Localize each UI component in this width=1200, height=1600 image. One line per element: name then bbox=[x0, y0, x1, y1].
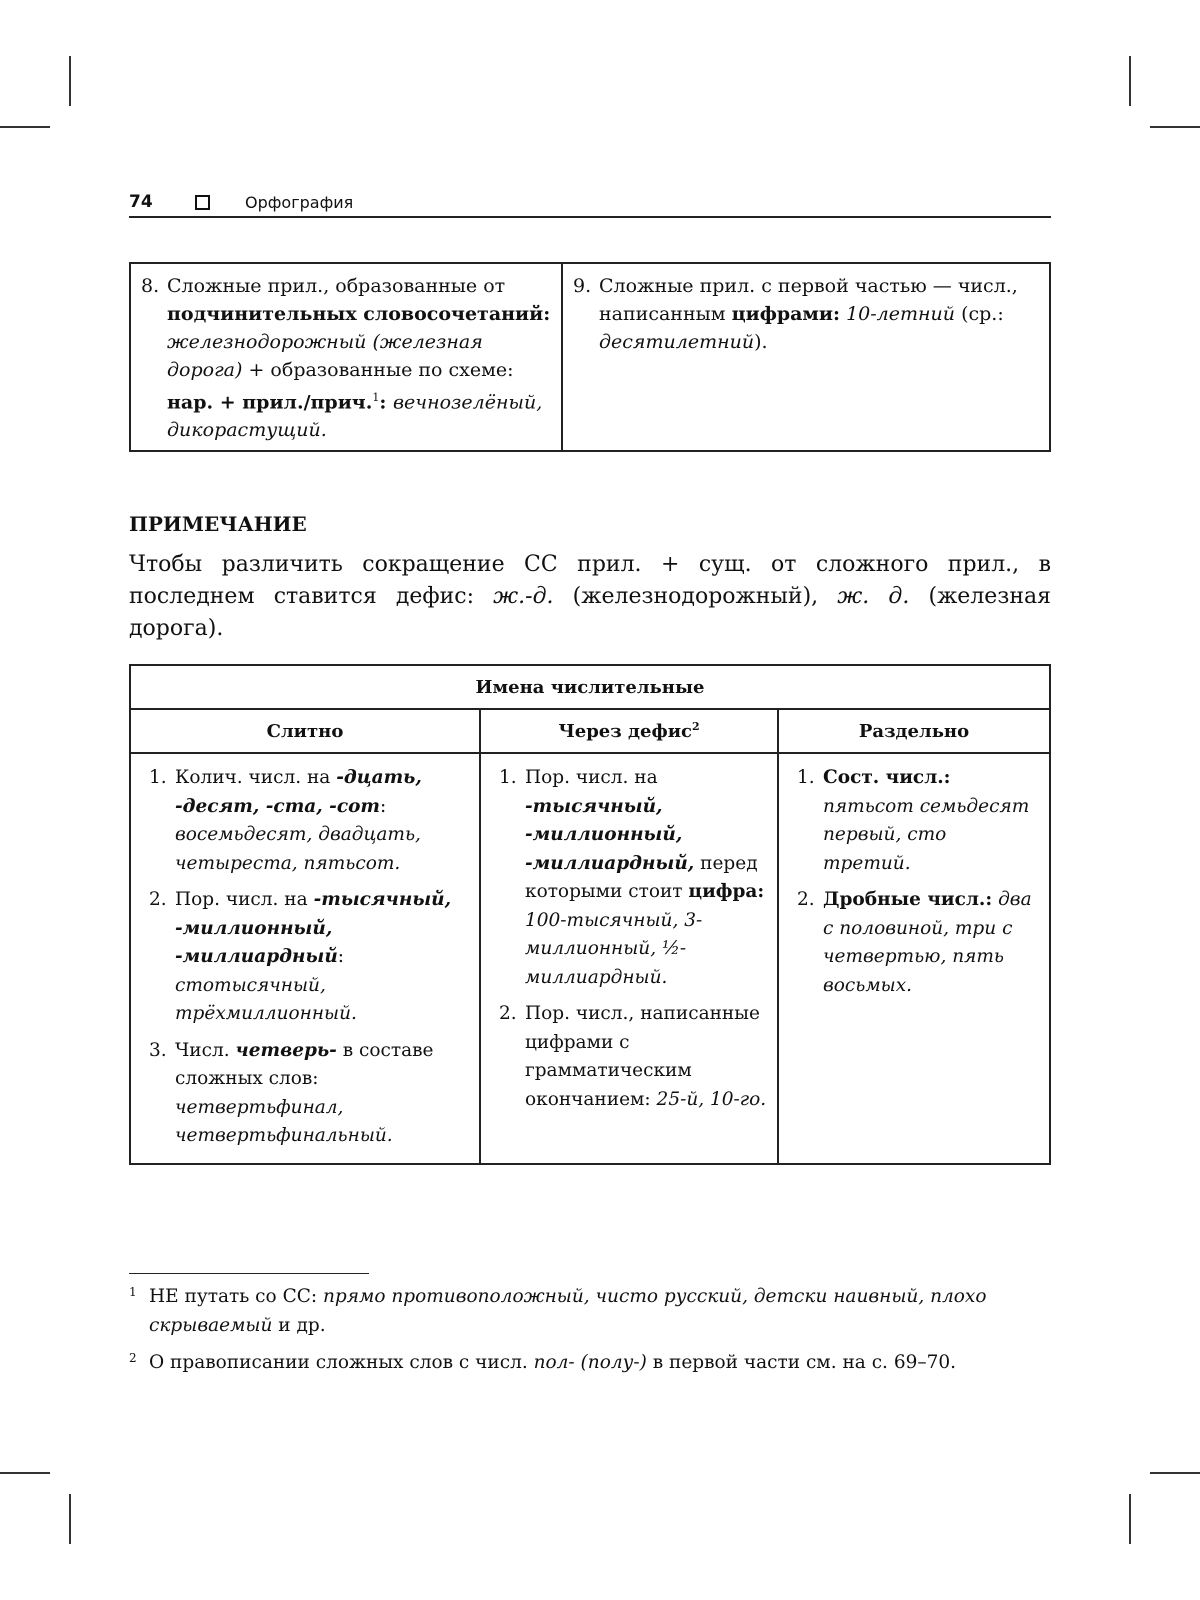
rule-item bbox=[797, 886, 1039, 1000]
text-run: 25-й, 10-го. bbox=[656, 1088, 767, 1110]
text-run: Сложные прил. с первой частью — числ., написанным bbox=[599, 275, 1018, 325]
text-run: : bbox=[380, 795, 387, 817]
crop-mark bbox=[0, 126, 50, 128]
rule-item bbox=[149, 764, 469, 878]
rule-9-cell bbox=[562, 263, 1050, 451]
column-header bbox=[480, 709, 778, 753]
text-run: ж. д. bbox=[837, 584, 910, 609]
crop-mark bbox=[0, 1472, 50, 1474]
rule-text bbox=[175, 764, 469, 878]
footnote-separator bbox=[129, 1273, 369, 1274]
text-run: ж.-д. bbox=[493, 584, 554, 609]
text-run: -дцать, -десят, -ста, -сот bbox=[175, 767, 422, 817]
text-run: прямо противоположный, чисто русский, детски наивный, плохо скрываемый bbox=[149, 1286, 987, 1336]
crop-mark bbox=[69, 1494, 71, 1544]
text-run: 10-летний bbox=[840, 303, 956, 325]
rule-8-cell bbox=[130, 263, 562, 451]
crop-mark bbox=[1129, 1494, 1131, 1544]
column-header: Слитно bbox=[130, 709, 480, 753]
rule-text bbox=[525, 1000, 767, 1114]
rule-text bbox=[823, 764, 1039, 878]
page-number: 74 bbox=[129, 192, 153, 212]
rule-text bbox=[525, 764, 767, 992]
text-run: ). bbox=[754, 331, 768, 353]
rule-text bbox=[599, 272, 1039, 356]
text-run: пятьсот семьдесят первый, сто третий. bbox=[823, 795, 1030, 874]
rule-item bbox=[499, 764, 767, 992]
text-run: (железнодорожный), bbox=[553, 584, 838, 609]
rule-item bbox=[141, 272, 551, 444]
column-header-label: Через дефис bbox=[558, 721, 693, 742]
text-run: четвертьфинал, четвертьфинальный. bbox=[175, 1096, 393, 1146]
compound-adjectives-table bbox=[129, 262, 1051, 452]
column-cell bbox=[778, 753, 1050, 1164]
crop-mark bbox=[1129, 56, 1131, 106]
text-run: восемьдесят, двадцать, четыреста, пятьсот. bbox=[175, 824, 421, 874]
running-header bbox=[129, 190, 1051, 218]
rule-text bbox=[175, 1037, 469, 1151]
text-run: (ср.: bbox=[955, 303, 1004, 325]
footnote-text bbox=[149, 1282, 1051, 1340]
text-run: десятилетний bbox=[599, 331, 755, 353]
text-run: перед которыми стоит bbox=[525, 852, 758, 902]
rule-number: 2. bbox=[149, 889, 167, 910]
text-run: железнодорожный (железная дорога) bbox=[167, 331, 483, 381]
rule-item bbox=[149, 886, 469, 1029]
text-run: в первой части см. на с. 69–70. bbox=[646, 1352, 957, 1373]
text-run: Числ. bbox=[175, 1039, 236, 1061]
section-title: Орфография bbox=[245, 193, 354, 212]
text-run: Пор. числ., написанные цифрами с грамматическим окончанием: bbox=[525, 1003, 760, 1110]
rule-number: 1. bbox=[149, 767, 167, 788]
rule-item bbox=[797, 764, 1039, 878]
text-run: (железная дорога). bbox=[129, 584, 1051, 641]
column-cell bbox=[130, 753, 480, 1164]
rule-number: 9. bbox=[573, 275, 592, 297]
footnote-ref: 2 bbox=[692, 720, 700, 733]
text-run: цифрами: bbox=[731, 303, 841, 325]
rule-number: 1. bbox=[797, 767, 815, 788]
text-run: НЕ путать со СС: bbox=[149, 1286, 323, 1307]
text-run: + образованные по схеме: bbox=[242, 359, 514, 381]
rule-item bbox=[573, 272, 1039, 356]
rule-number: 2. bbox=[499, 1003, 517, 1024]
rule-text bbox=[823, 886, 1039, 1000]
text-run: -тысячный, -миллионный, -миллиардный bbox=[175, 889, 452, 967]
text-run: два с половиной, три с четвертью, пять восьмых. bbox=[823, 889, 1032, 996]
text-run: Пор. числ. на bbox=[175, 889, 314, 910]
rule-text bbox=[167, 272, 551, 444]
text-run: подчинительных словосочетаний: bbox=[167, 303, 551, 325]
crop-mark bbox=[1150, 1472, 1200, 1474]
column-header: Раздельно bbox=[778, 709, 1050, 753]
text-run: Пор. числ. на bbox=[525, 767, 658, 788]
crop-mark bbox=[1150, 126, 1200, 128]
text-run: в составе сложных слов: bbox=[175, 1039, 434, 1089]
footnote bbox=[129, 1282, 1051, 1340]
text-run: Дробные числ.: bbox=[823, 889, 993, 910]
footnote-marker: 1 bbox=[129, 1285, 137, 1299]
table-title: Имена числительные bbox=[130, 665, 1050, 709]
text-run: вечнозелёный, дикорастущий. bbox=[167, 391, 543, 442]
footnote bbox=[129, 1348, 1051, 1377]
text-run: О правописании сложных слов с числ. bbox=[149, 1352, 534, 1373]
square-bullet-icon bbox=[195, 195, 210, 210]
text-run: Сост. числ.: bbox=[823, 767, 951, 788]
rule-item bbox=[499, 1000, 767, 1114]
text-run: цифра: bbox=[688, 881, 765, 902]
text-run: Сложные прил., образованные от bbox=[167, 275, 506, 297]
text-run: Колич. числ. на bbox=[175, 767, 337, 788]
text-run: нар. + прил./прич. bbox=[167, 391, 373, 414]
text-run: -тысячный, -миллионный, -миллиардный, bbox=[525, 795, 695, 874]
footnote-marker: 2 bbox=[129, 1351, 137, 1365]
rule-item bbox=[149, 1037, 469, 1151]
rule-number: 2. bbox=[797, 889, 815, 910]
text-run: и др. bbox=[272, 1315, 326, 1336]
text-run: : bbox=[379, 391, 393, 414]
text-run: стотысячный, трёхмиллионный. bbox=[175, 974, 357, 1024]
rule-text bbox=[175, 886, 469, 1029]
text-run: пол- (полу-) bbox=[533, 1352, 647, 1373]
rule-number: 8. bbox=[141, 275, 160, 297]
text-run: : bbox=[337, 946, 345, 967]
text-run: 100-тысячный, 3-миллионный, ½-миллиардный. bbox=[525, 909, 703, 988]
rule-number: 1. bbox=[499, 767, 517, 788]
column-cell bbox=[480, 753, 778, 1164]
note-heading: ПРИМЕЧАНИЕ bbox=[129, 512, 307, 536]
note-text bbox=[129, 549, 1051, 645]
rule-number: 3. bbox=[149, 1039, 167, 1061]
text-run: четверь- bbox=[235, 1039, 337, 1061]
crop-mark bbox=[69, 56, 71, 106]
numerals-table bbox=[129, 664, 1051, 1165]
footnote-text bbox=[149, 1348, 1051, 1377]
text-run: Чтобы различить сокращение СС прил. + сущ. от сложного прил., в последнем ставится дефис: bbox=[129, 552, 1051, 609]
text-run: 1 bbox=[372, 391, 380, 404]
